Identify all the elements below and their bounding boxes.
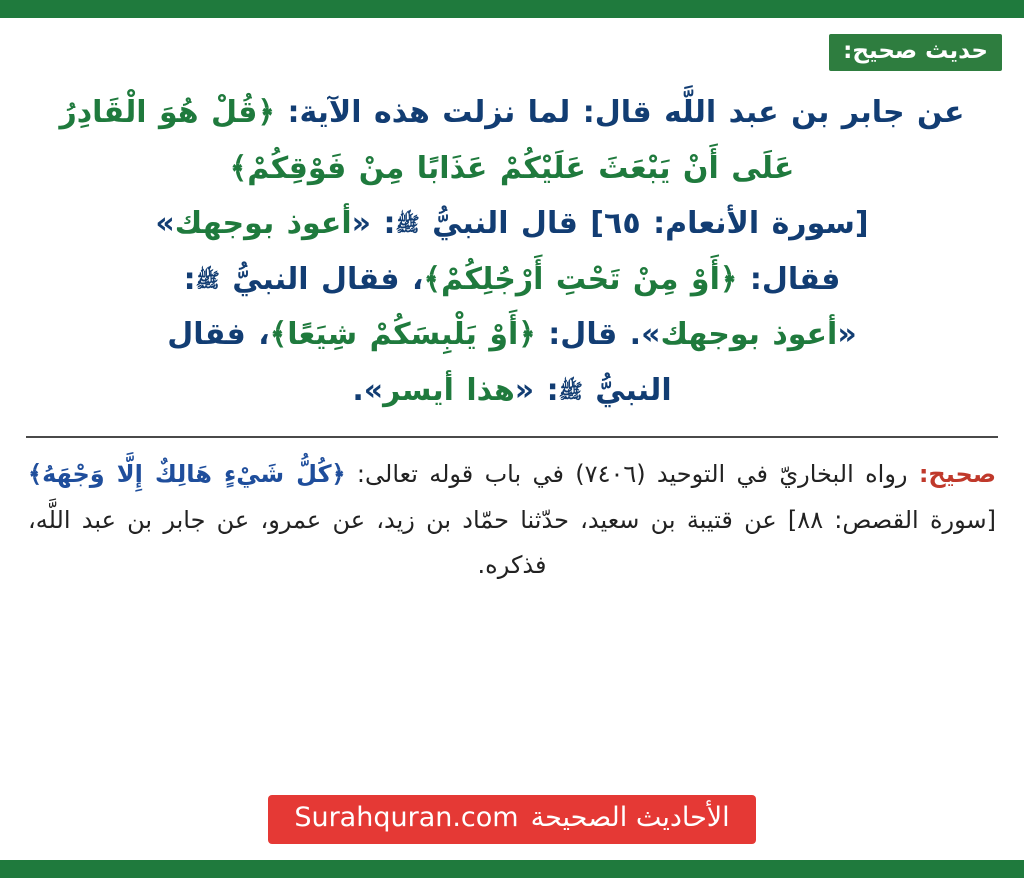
hadith-quote-segment: أعوذ بوجهك xyxy=(660,317,838,353)
hadith-segment: : « xyxy=(514,372,559,408)
salla-allah-icon: ﷺ xyxy=(195,267,220,292)
hadith-segment: : xyxy=(183,261,196,297)
grade-label-row xyxy=(22,34,1002,71)
salla-allah-icon: ﷺ xyxy=(558,378,583,403)
footer-title: الأحاديث الصحيحة xyxy=(530,801,730,833)
hadith-segment: النبيُّ xyxy=(582,372,672,408)
salla-allah-icon: ﷺ xyxy=(395,212,420,237)
hadith-segment: ». قال: xyxy=(535,317,661,353)
quran-verse-segment: ﴿أَوْ يَلْبِسَكُمْ شِيَعًا﴾ xyxy=(269,317,536,353)
hadith-text xyxy=(22,81,1002,428)
hadith-line xyxy=(28,85,996,196)
quran-verse-segment: ﴿كُلُّ شَيْءٍ هَالِكٌ إِلَّا وَجْهَهُ﴾ xyxy=(28,460,346,489)
hadith-line xyxy=(28,307,996,363)
hadith-line xyxy=(28,252,996,308)
hadith-line xyxy=(28,196,996,252)
quran-verse-segment: ﴿قُلْ هُوَ الْقَادِرُ عَلَى أَنْ يَبْعَثَ عَلَيْكُمْ عَذَابًا مِنْ فَوْقِكُمْ﴾ xyxy=(59,95,795,186)
hadith-segment: » xyxy=(155,206,175,242)
status-badge: حديث صحيح: xyxy=(829,34,1002,71)
top-decorative-bar xyxy=(0,0,1024,18)
section-divider xyxy=(26,436,998,438)
takhrij-segment: حدّثنا حمّاد بن زيد، عن عمرو، عن جابر بن عبد اللَّه، فذكره. xyxy=(28,505,569,580)
footer-row xyxy=(22,795,1002,850)
grade-word: صحيح: xyxy=(918,460,997,489)
hadith-quote-segment: أعوذ بوجهك xyxy=(174,206,352,242)
quran-verse-segment: ﴿أَوْ مِنْ تَحْتِ أَرْجُلِكُمْ﴾ xyxy=(423,261,738,297)
hadith-segment: ، فقال xyxy=(167,317,270,353)
takhrij-segment: رواه البخاريّ في التوحيد (٧٤٠٦) في باب قوله تعالى: xyxy=(345,460,919,489)
site-badge[interactable] xyxy=(268,795,755,844)
hadith-segment: ، فقال النبيُّ xyxy=(219,261,424,297)
hadith-segment: عن جابر بن عبد اللَّه قال: لما نزلت هذه الآية: xyxy=(275,95,965,131)
bottom-decorative-bar xyxy=(0,860,1024,878)
hadith-quote-segment: هذا أيسر xyxy=(383,372,515,408)
hadith-segment: ». xyxy=(352,372,384,408)
takhrij-text xyxy=(22,452,1002,589)
card-content xyxy=(0,18,1024,860)
hadith-segment: فقال: xyxy=(737,261,841,297)
site-url[interactable]: Surahquran.com xyxy=(294,801,519,833)
hadith-line xyxy=(28,363,996,419)
hadith-segment: [سورة الأنعام: ٦٥] قال النبيُّ xyxy=(419,206,869,242)
hadith-segment: : « xyxy=(351,206,396,242)
hadith-segment: « xyxy=(837,317,857,353)
takhrij-segment: [سورة القصص: ٨٨] عن قتيبة بن سعيد، xyxy=(568,505,996,534)
